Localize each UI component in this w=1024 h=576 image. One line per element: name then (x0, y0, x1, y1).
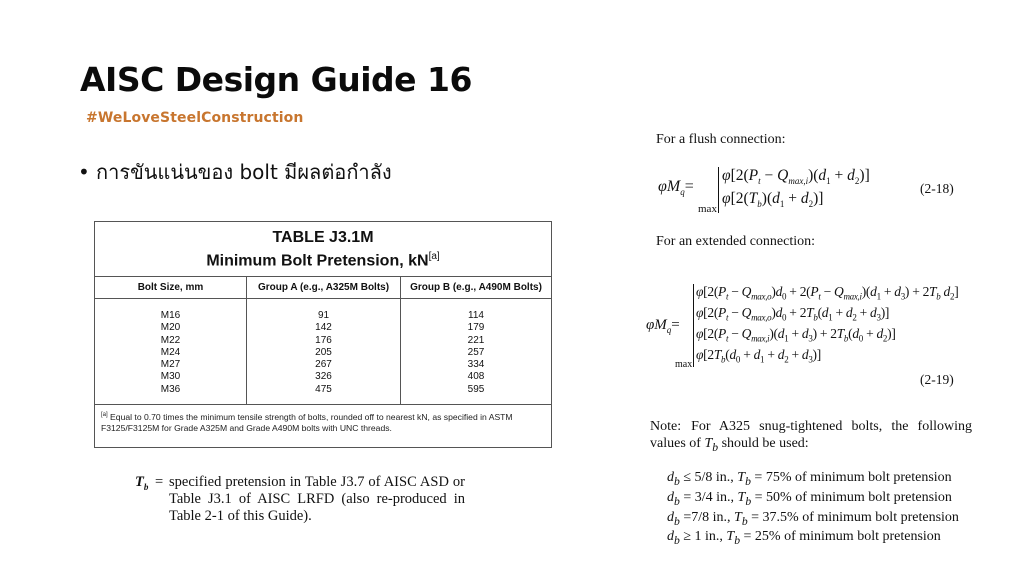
db-condition: ≥ 1 in., (683, 529, 723, 545)
note-text-after: should be used: (718, 436, 809, 451)
note-text-before: For A325 snug-tightened bolts, the following values of (650, 419, 972, 451)
table-cell-bolt-size: M27 (160, 359, 181, 371)
table-title (95, 222, 551, 277)
db-condition: = 3/4 in., (683, 489, 735, 505)
table-cell-group-a: 475 (315, 383, 332, 395)
table-footnote (95, 405, 551, 434)
tb-definition-text: specified pretension in Table J3.7 of AISC ASD or Table J3.1 of AISC LRFD (also re-produced in Table 2-1 of this Guide). (169, 474, 465, 524)
table-cell-group-a: 176 (315, 334, 332, 346)
table-cell-group-a: 91 (317, 310, 330, 321)
tb-definition (135, 474, 465, 525)
bolt-pretension-table (94, 221, 552, 448)
column-header-group-a: Group A (e.g., A325M Bolts) (247, 277, 401, 298)
table-cell-group-b: 114 (468, 310, 484, 321)
db-symbol: $d_b$ (667, 489, 680, 508)
table-title-text: Minimum Bolt Pretension, kN (206, 252, 429, 270)
table-cell-bolt-size: M24 (160, 346, 181, 358)
eq1-lhs (658, 178, 694, 197)
eq2-bracket-bar (693, 284, 694, 367)
eq1-bracket-bar (718, 167, 719, 213)
note-tb-sub: b (712, 440, 719, 454)
table-cell-group-a: 205 (315, 346, 332, 358)
table-cell-group-a: 142 (315, 322, 332, 334)
table-cell-group-b: 408 (467, 371, 485, 383)
group-a-column (247, 299, 401, 404)
tb-value-row (667, 470, 959, 490)
bullet-text: การขันแน่นของ bolt มีผลต่อกำลัง (96, 160, 392, 184)
tb-value-row (667, 490, 959, 510)
db-condition: =7/8 in., (683, 509, 731, 525)
tb-symbol: $T_b$ (737, 489, 752, 508)
bullet-point (78, 156, 392, 188)
db-condition: ≤ 5/8 in., (683, 470, 734, 485)
eq2-line3: $\varphi[2(P_t - Q_{max,i})(d_1 + d_3) + 2T_b(d_0 + d_2)]$ (696, 326, 896, 344)
bolt-size-column (95, 299, 247, 404)
db-symbol: $d_b$ (667, 529, 680, 548)
tb-symbol: $T_b$ (726, 529, 741, 548)
column-header-group-b: Group B (e.g., A490M Bolts) (410, 282, 542, 293)
table-cell-bolt-size: M22 (160, 334, 181, 346)
table-title-footnote-mark: [a] (428, 251, 440, 262)
bullet-dot-icon: • (78, 160, 90, 184)
eq2-max-label: max (675, 359, 693, 370)
eq2-lhs-symbol: φM (646, 317, 667, 333)
table-cell-group-b: 221 (467, 334, 485, 346)
tb-value-row (667, 529, 959, 549)
eq1-max-label: max (698, 203, 717, 215)
table-cell-group-b: 334 (467, 359, 485, 371)
tb-value-row (667, 510, 959, 530)
eq1-lhs-sub: q (680, 187, 685, 198)
tb-equals: = (155, 474, 164, 490)
table-cell-bolt-size: M16 (160, 310, 181, 321)
eq1-equals: = (684, 178, 694, 195)
table-cell-group-a: 326 (315, 371, 332, 383)
eq2-lhs-sub: q (666, 325, 672, 335)
tb-symbol-sub: b (143, 481, 149, 492)
table-cell-group-b: 179 (467, 322, 485, 334)
slide-title: AISC Design Guide 16 (80, 60, 472, 99)
note-paragraph (650, 418, 972, 456)
eq2-lhs (646, 317, 680, 335)
tb-value: = 37.5% of minimum bolt pretension (751, 509, 959, 525)
note-tb-letter: T (704, 436, 713, 451)
table-title-line1: TABLE J3.1M (272, 229, 374, 246)
table-cell-bolt-size: M36 (160, 383, 181, 395)
table-cell-group-b: 257 (467, 346, 485, 358)
tb-value: = 50% of minimum bolt pretension (754, 489, 952, 505)
footnote-mark: [a] (101, 412, 108, 418)
tb-value: = 75% of minimum bolt pretension (754, 470, 952, 485)
eq1-line1: $\varphi[2(P_t - Q_{max,i})(d_1 + d_2)]$ (722, 167, 870, 187)
eq2-line2: $\varphi[2(P_t - Q_{max,o})d_0 + 2T_b(d_1 + d_2 + d_3)]$ (696, 305, 890, 323)
db-symbol: $d_b$ (667, 470, 680, 488)
note-label: Note: (650, 419, 682, 434)
tb-symbol: $T_b$ (734, 509, 748, 528)
table-body (95, 299, 551, 405)
eq1-number: (2-18) (920, 181, 954, 196)
eq2-line1: $\varphi[2(P_t - Q_{max,o})d_0 + 2(P_t - Q_{max,i})(d_1 + d_3) + 2T_b$ $d_2$] (696, 284, 959, 302)
eq2-number: (2-19) (920, 372, 954, 387)
eq2-line4: $\varphi[2T_b(d_0 + d_1 + d_2 + d_3)]$ (696, 347, 821, 365)
table-cell-group-b: 595 (467, 383, 485, 395)
tb-values-list (667, 470, 959, 549)
column-header-bolt-size: Bolt Size, mm (95, 277, 247, 298)
eq1-line2: $\varphi[2(T_b)(d_1 + d_2)]$ (722, 190, 824, 210)
tb-symbol (135, 474, 148, 496)
table-cell-bolt-size: M30 (160, 371, 181, 383)
table-title-line2 (95, 247, 551, 271)
eq1-lhs-symbol: φM (658, 178, 681, 195)
note-tb-symbol (704, 436, 719, 454)
flush-connection-label: For a flush connection: (656, 132, 786, 147)
footnote-text: Equal to 0.70 times the minimum tensile strength of bolts, rounded off to nearest kN, as specified in ASTM F3125/F3125M for Grade A325M and Grade A490M bolts with UNC threads. (101, 411, 513, 433)
extended-connection-label: For an extended connection: (656, 234, 816, 249)
hashtag-label: #WeLoveSteelConstruction (86, 110, 304, 126)
tb-value: = 25% of minimum bolt pretension (743, 529, 941, 545)
group-b-column (401, 299, 551, 404)
eq2-equals: = (671, 317, 680, 333)
table-cell-bolt-size: M20 (160, 322, 181, 334)
table-cell-group-a: 267 (315, 359, 332, 371)
table-header-row (95, 277, 551, 299)
tb-symbol: $T_b$ (737, 470, 751, 488)
tb-symbol-letter: T (135, 474, 144, 490)
db-symbol: $d_b$ (667, 509, 680, 528)
